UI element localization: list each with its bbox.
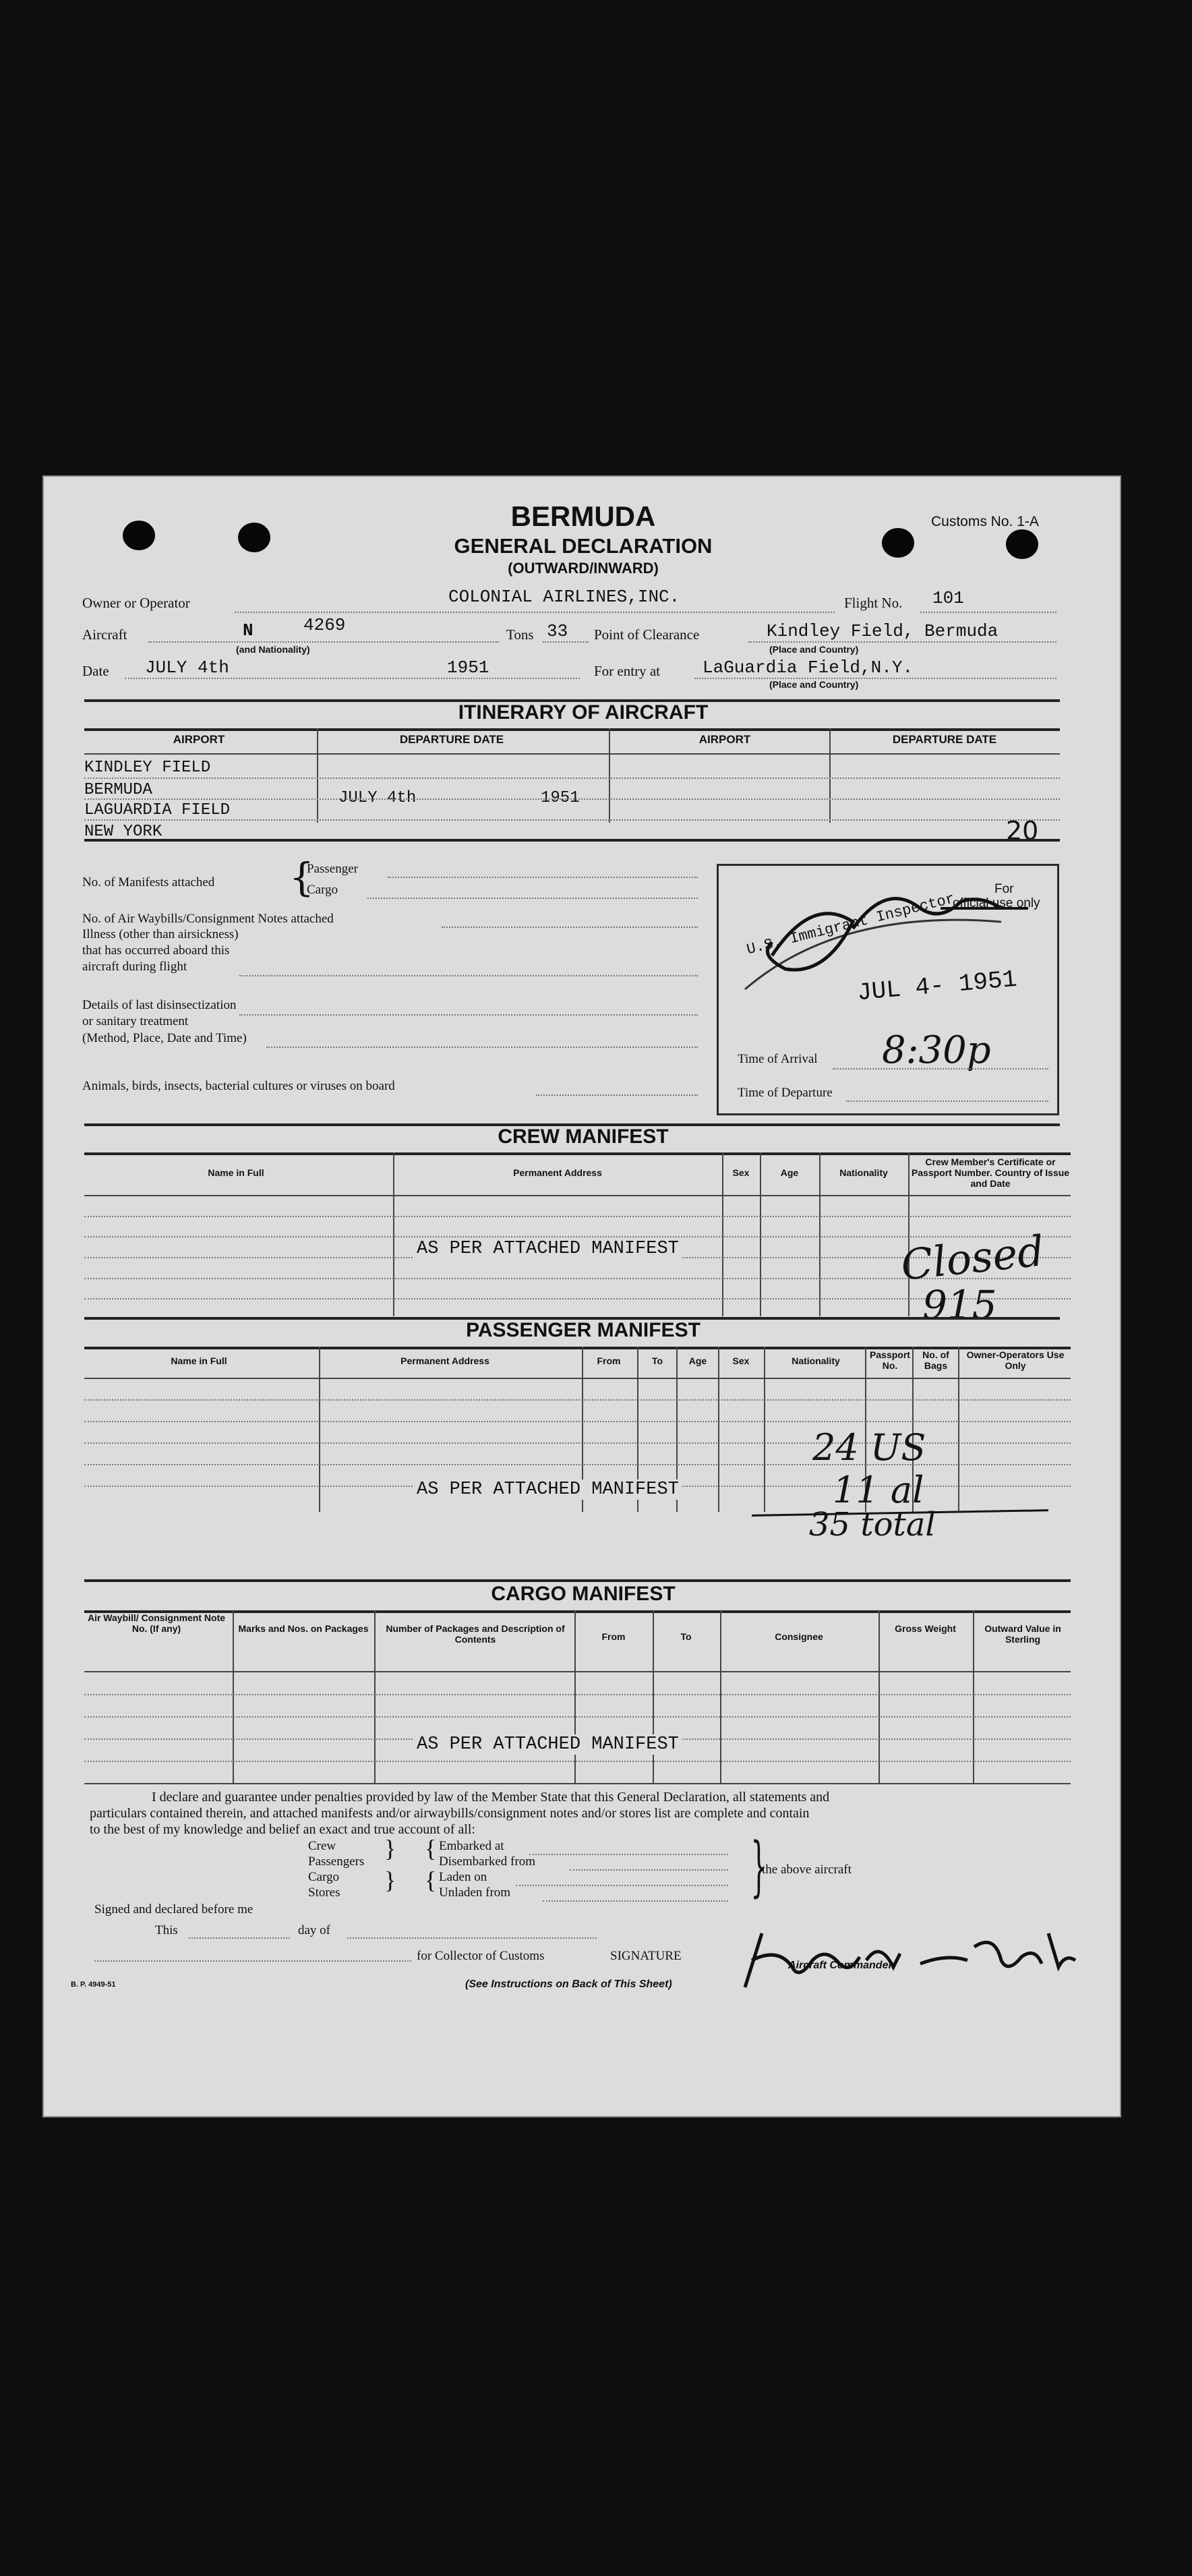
official-header-line-1: For [994, 882, 1014, 896]
crew-col-divider [908, 1152, 910, 1316]
illness-line [239, 975, 698, 976]
cargo-header-packages: Number of Packages and Description of Contents [386, 1623, 565, 1645]
itinerary-row-line [84, 798, 1060, 800]
crew-col-divider [819, 1152, 821, 1316]
aircraft-value: 4269 [303, 615, 346, 635]
place-country-note-1: (Place and Country) [769, 644, 859, 655]
waybills-label: No. of Air Waybills/Consignment Notes attached [82, 912, 334, 926]
declaration-brace: } [384, 1835, 396, 1862]
crew-handwritten-closed: Closed [898, 1226, 1047, 1290]
year-value: 1951 [447, 657, 489, 678]
this-line [189, 1937, 290, 1939]
crew-header-sex: Sex [732, 1167, 750, 1178]
declaration-disembarked: Disembarked from [439, 1854, 535, 1869]
itinerary-departure-year: 1951 [541, 789, 580, 807]
flight-label: Flight No. [844, 595, 903, 611]
this-label: This [155, 1923, 178, 1937]
owner-dotted-line [235, 612, 835, 613]
signature-label: SIGNATURE [610, 1949, 682, 1963]
declaration-text-3: to the best of my knowledge and belief an exact and true account of all: [90, 1822, 476, 1837]
declaration-crew: Crew [308, 1839, 336, 1853]
passenger-header-passport: Passport No. [870, 1349, 910, 1371]
passenger-header-owner: Owner-Operators Use Only [966, 1349, 1065, 1371]
cargo-row-line [84, 1761, 1071, 1762]
departure-label: Time of Departure [738, 1086, 833, 1100]
declaration-stores: Stores [308, 1885, 340, 1900]
stamp-arc-text: U.S. Immigrant Inspector [745, 890, 957, 959]
stamp-date: JUL 4- 1951 [856, 965, 1018, 1007]
itinerary-bottom-rule [84, 839, 1060, 842]
manifests-label: No. of Manifests attached [82, 875, 215, 889]
declaration-passengers: Passengers [308, 1854, 365, 1869]
passenger-row-line [84, 1399, 1071, 1401]
date-value: JULY 4th [145, 657, 229, 678]
waybills-line [442, 927, 698, 928]
passenger-col-divider [958, 1347, 959, 1512]
cargo-header-waybill: Air Waybill/ Consignment Note No. (If any) [87, 1612, 226, 1634]
itinerary-title: ITINERARY OF AIRCRAFT [458, 701, 709, 724]
crew-col-divider [393, 1152, 394, 1316]
aircraft-label: Aircraft [82, 626, 127, 643]
day-label: day of [298, 1923, 331, 1937]
crew-row-line [84, 1236, 1071, 1237]
departure-line [846, 1101, 1048, 1102]
cargo-header-to: To [680, 1631, 692, 1642]
passenger-header-to: To [651, 1355, 663, 1366]
illness-line-1: Illness (other than airsickness) [82, 927, 239, 941]
cargo-col-divider [653, 1610, 654, 1784]
cargo-row-line [84, 1694, 1071, 1695]
cargo-col-divider [574, 1610, 576, 1784]
cargo-col-divider [878, 1610, 880, 1784]
passenger-col-divider [319, 1347, 320, 1512]
passenger-header-name: Name in Full [171, 1355, 227, 1366]
disinsect-line [239, 1014, 698, 1016]
page-number: 20 [1006, 816, 1039, 846]
arrival-line [833, 1068, 1048, 1070]
clearance-label: Point of Clearance [594, 626, 700, 643]
animals-label: Animals, birds, insects, bacterial cultures or viruses on board [82, 1079, 395, 1093]
disinsect-line-3: (Method, Place, Date and Time) [82, 1031, 247, 1045]
declaration-text-1: I declare and guarantee under penalties provided by law of the Member State that this General Declaration, all statements and [152, 1790, 830, 1805]
crew-header-name: Name in Full [208, 1167, 264, 1178]
passenger-header-nationality: Nationality [792, 1355, 840, 1366]
passenger-col-divider [764, 1347, 765, 1512]
illness-line-2: that has occurred aboard this [82, 943, 230, 958]
declaration-dotted-line [570, 1869, 728, 1871]
arrival-label: Time of Arrival [738, 1052, 818, 1066]
collector-label: for Collector of Customs [417, 1949, 545, 1963]
manifests-brace: { [289, 854, 314, 900]
aircraft-dotted-line [148, 641, 499, 643]
cargo-header-weight: Gross Weight [895, 1623, 956, 1634]
day-line [347, 1937, 597, 1939]
arrival-value: 8:30p [882, 1028, 991, 1072]
entry-label: For entry at [594, 663, 660, 679]
cargo-label: Cargo [307, 883, 338, 897]
itinerary-airport-line-1: KINDLEY FIELD [84, 759, 211, 777]
itinerary-row-line [84, 819, 1060, 821]
disinsect-line-2: or sanitary treatment [82, 1014, 189, 1028]
declaration-above-aircraft: the above aircraft [762, 1863, 852, 1877]
declaration-brace: } [384, 1867, 396, 1894]
itinerary-airport-line-3: LAGUARDIA FIELD [84, 801, 231, 819]
crew-title: CREW MANIFEST [498, 1125, 669, 1148]
passenger-header-age: Age [688, 1355, 707, 1366]
tons-value: 33 [547, 621, 568, 641]
animals-line [536, 1094, 698, 1096]
entry-dotted-line [694, 678, 1056, 679]
declaration-dotted-line [516, 1885, 728, 1886]
itinerary-title-rule [84, 728, 1060, 731]
cargo-col-divider [973, 1610, 974, 1784]
cargo-header-consignee: Consignee [775, 1631, 823, 1642]
collector-line [94, 1960, 411, 1962]
itinerary-header-rule [84, 753, 1060, 755]
cargo-top-rule [84, 1579, 1071, 1582]
form-direction: (OUTWARD/INWARD) [508, 560, 659, 577]
passenger-row-line [84, 1421, 1071, 1422]
disinsect-line [266, 1047, 698, 1048]
commander-signature [732, 1920, 1082, 1994]
date-dotted-line [125, 678, 580, 679]
flight-dotted-line [920, 612, 1056, 613]
passenger-header-rule [84, 1378, 1071, 1379]
cargo-col-divider [233, 1610, 234, 1784]
passenger-col-divider [718, 1347, 719, 1512]
place-country-note-2: (Place and Country) [769, 679, 859, 690]
passenger-header-from: From [597, 1355, 621, 1366]
customs-form-number: Customs No. 1-A [931, 514, 1039, 529]
nationality-note: (and Nationality) [236, 644, 310, 655]
itinerary-row-line [84, 778, 1060, 779]
passenger-handwritten-total: 35 total [809, 1506, 936, 1544]
itinerary-col-divider [829, 728, 831, 823]
declaration-embarked: Embarked at [439, 1839, 504, 1853]
flight-value: 101 [932, 588, 964, 608]
itinerary-col-divider [609, 728, 610, 823]
cargo-title: CARGO MANIFEST [491, 1583, 676, 1605]
passenger-note: AS PER ATTACHED MANIFEST [414, 1480, 682, 1500]
crew-header-age: Age [780, 1167, 799, 1178]
crew-header-address: Permanent Address [513, 1167, 602, 1178]
crew-note: AS PER ATTACHED MANIFEST [414, 1239, 682, 1259]
declaration-brace: { [425, 1835, 437, 1862]
itinerary-header-date-2: DEPARTURE DATE [892, 733, 997, 746]
crew-title-rule [84, 1152, 1071, 1155]
crew-handwritten-time: 915 [922, 1282, 997, 1328]
passenger-line [388, 877, 698, 878]
itinerary-header-airport-2: AIRPORT [698, 733, 751, 746]
cargo-bottom-rule [84, 1783, 1071, 1784]
declaration-brace: { [425, 1867, 437, 1894]
itinerary-departure-date: JULY 4th [338, 789, 417, 807]
declaration-unladen: Unladen from [439, 1885, 511, 1900]
entry-value: LaGuardia Field,N.Y. [703, 657, 914, 678]
commander-label: Aircraft Commander [788, 1960, 893, 1971]
cargo-col-divider [374, 1610, 376, 1784]
passenger-handwritten-us: 24 US [812, 1426, 926, 1469]
crew-header-rule [84, 1195, 1071, 1196]
tons-label: Tons [506, 626, 534, 643]
passenger-handwritten-al: 11 al [833, 1469, 924, 1511]
cargo-row-line [84, 1716, 1071, 1718]
form-subtitle: GENERAL DECLARATION [454, 534, 713, 558]
itinerary-airport-line-2: BERMUDA [84, 781, 152, 799]
cargo-header-value: Outward Value in Sterling [984, 1623, 1061, 1645]
signed-label: Signed and declared before me [94, 1902, 254, 1916]
cargo-col-divider [720, 1610, 721, 1784]
owner-value: COLONIAL AIRLINES,INC. [448, 587, 680, 607]
immigration-stamp [718, 881, 1055, 1036]
crew-col-divider [760, 1152, 761, 1316]
illness-line-3: aircraft during flight [82, 960, 187, 974]
itinerary-header-date-1: DEPARTURE DATE [399, 733, 504, 746]
cargo-note: AS PER ATTACHED MANIFEST [414, 1734, 682, 1755]
crew-header-certificate: Crew Member's Certificate or Passport Number. Country of Issue and Date [911, 1157, 1070, 1189]
tons-dotted-line [543, 641, 589, 643]
clearance-value: Kindley Field, Bermuda [767, 621, 999, 641]
cargo-header-from: From [601, 1631, 626, 1642]
declaration-cargo: Cargo [308, 1870, 340, 1884]
instructions-note: (See Instructions on Back of This Sheet) [465, 1979, 672, 1990]
declaration-text-2: particulars contained therein, and attached manifests and/or airwaybills/consignment notes and/or stores list are complete and contain [90, 1806, 810, 1821]
declaration-dotted-line [543, 1900, 728, 1902]
passenger-header-sex: Sex [732, 1355, 750, 1366]
clearance-dotted-line [748, 641, 1056, 643]
declaration-form [42, 475, 1121, 2117]
declaration-dotted-line [529, 1854, 728, 1855]
aircraft-prefix: N [243, 620, 254, 641]
itinerary-airport-line-4: NEW YORK [84, 823, 162, 841]
owner-label: Owner or Operator [82, 595, 190, 611]
date-label: Date [82, 663, 109, 679]
declaration-laden: Laden on [439, 1870, 487, 1884]
itinerary-header-airport-1: AIRPORT [173, 733, 225, 746]
crew-header-nationality: Nationality [839, 1167, 888, 1178]
passenger-header-address: Permanent Address [400, 1355, 489, 1366]
crew-row-line [84, 1216, 1071, 1217]
cargo-line [367, 898, 698, 899]
form-code: B. P. 4949-51 [71, 1981, 116, 1989]
official-header-line-2: official use only [953, 896, 1040, 910]
crew-col-divider [722, 1152, 723, 1316]
declaration-brace-right: } [750, 1829, 767, 1904]
passenger-title: PASSENGER MANIFEST [466, 1319, 701, 1341]
disinsect-line-1: Details of last disinsectization [82, 998, 237, 1012]
passenger-label: Passenger [307, 862, 358, 876]
passenger-header-bags: No. of Bags [922, 1349, 949, 1371]
cargo-header-marks: Marks and Nos. on Packages [238, 1623, 369, 1634]
itinerary-col-divider [317, 728, 318, 823]
form-title: BERMUDA [510, 500, 656, 532]
